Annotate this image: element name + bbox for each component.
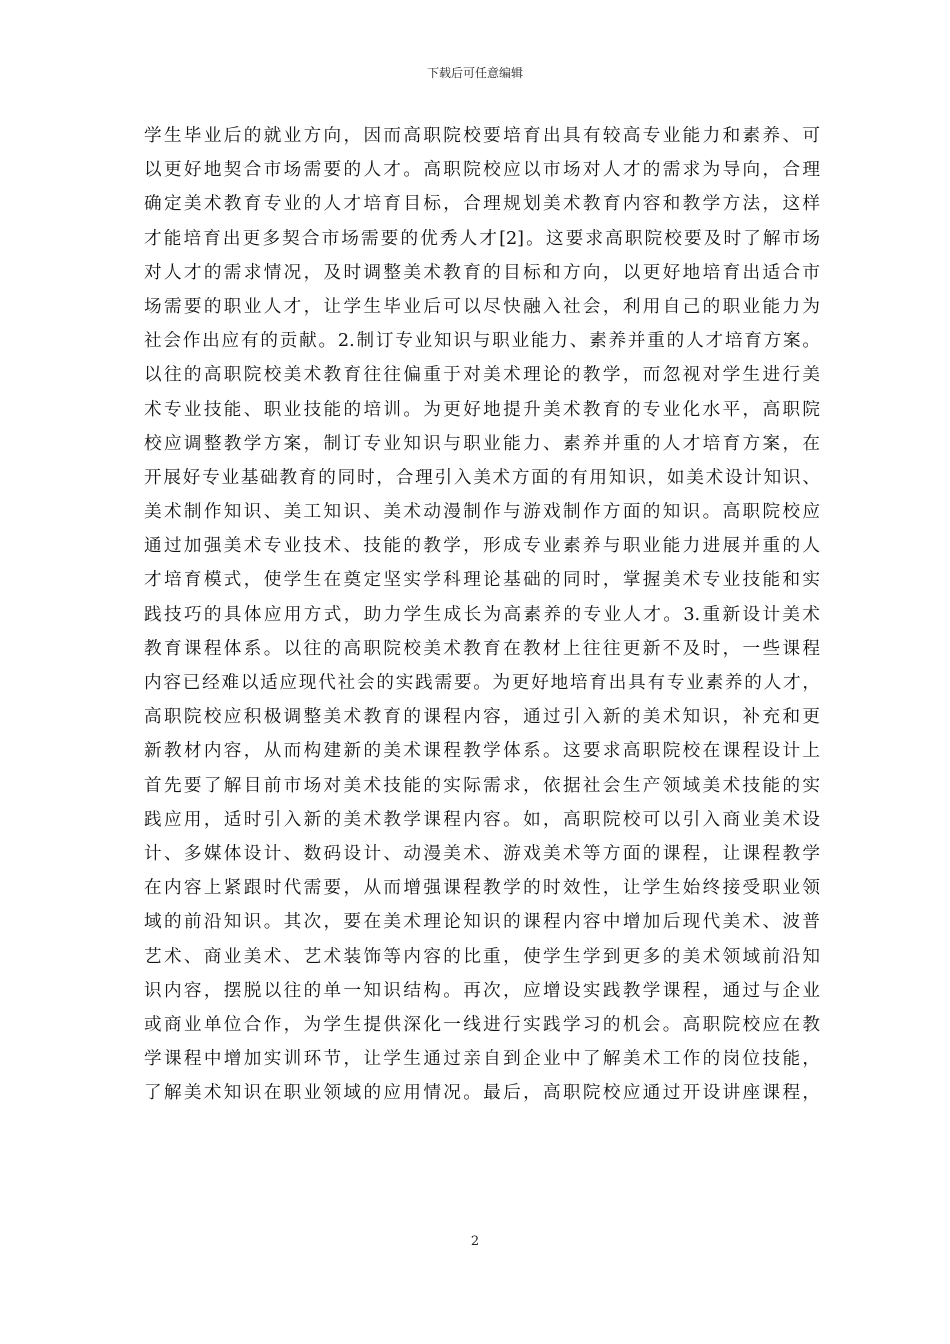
text-line: 才培育模式，使学生在奠定坚实学科理论基础的同时，掌握美术专业技能和实 [144, 570, 820, 591]
text-line: 以往的高职院校美术教育往往偏重于对美术理论的教学，而忽视对学生进行美 [144, 365, 820, 386]
text-line: 践技巧的具体应用方式，助力学生成长为高素养的专业人才。3.重新设计美术 [144, 604, 820, 625]
text-line: 学生毕业后的就业方向，因而高职院校要培育出具有较高专业能力和素养、可 [144, 126, 820, 146]
text-line: 或商业单位合作，为学生提供深化一线进行实践学习的机会。高职院校应在教 [144, 1014, 820, 1035]
text-line: 术专业技能、职业技能的培训。为更好地提升美术教育的专业化水平，高职院 [144, 399, 820, 420]
text-line: 以更好地契合市场需要的人才。高职院校应以市场对人才的需求为导向，合理 [144, 160, 820, 181]
text-line: 新教材内容，从而构建新的美术课程教学体系。这要求高职院校在课程设计上 [144, 741, 820, 762]
text-line: 首先要了解目前市场对美术技能的实际需求，依据社会生产领域美术技能的实 [144, 775, 820, 796]
text-line: 开展好专业基础教育的同时，合理引入美术方面的有用知识，如美术设计知识、 [144, 467, 820, 488]
text-line: 内容已经难以适应现代社会的实践需要。为更好地培育出具有专业素养的人才， [144, 673, 820, 693]
page-number: 2 [470, 1234, 480, 1249]
text-line: 艺术、商业美术、艺术装饰等内容的比重，使学生学到更多的美术领域前沿知 [144, 946, 820, 967]
text-line: 践应用，适时引入新的美术教学课程内容。如，高职院校可以引入商业美术设 [144, 809, 820, 830]
page-header: 下载后可任意编辑 [426, 66, 523, 80]
text-line: 社会作出应有的贡献。2.制订专业知识与职业能力、素养并重的人才培育方案。 [144, 331, 820, 352]
text-line: 了解美术知识在职业领域的应用情况。最后，高职院校应通过开设讲座课程， [144, 1083, 820, 1104]
text-line: 学课程中增加实训环节，让学生通过亲自到企业中了解美术工作的岗位技能， [144, 1049, 820, 1070]
text-line: 计、多媒体设计、数码设计、动漫美术、游戏美术等方面的课程，让课程教学 [144, 843, 820, 864]
text-line: 美术制作知识、美工知识、美术动漫制作与游戏制作方面的知识。高职院校应 [144, 502, 820, 523]
text-line: 在内容上紧跟时代需要，从而增强课程教学的时效性，让学生始终接受职业领 [144, 878, 820, 899]
text-line: 校应调整教学方案，制订专业知识与职业能力、素养并重的人才培育方案，在 [144, 433, 820, 454]
text-line: 才能培育出更多契合市场需要的优秀人才[2]。这要求高职院校要及时了解市场 [144, 228, 820, 249]
text-line: 域的前沿知识。其次，要在美术理论知识的课程内容中增加后现代美术、波普 [144, 912, 820, 933]
text-line: 确定美术教育专业的人才培育目标，合理规划美术教育内容和教学方法，这样 [144, 194, 820, 215]
text-line: 对人才的需求情况，及时调整美术教育的目标和方向，以更好地培育出适合市 [144, 262, 820, 283]
text-line: 通过加强美术专业技术、技能的教学，形成专业素养与职业能力进展并重的人 [144, 536, 820, 557]
text-line: 教育课程体系。以往的高职院校美术教育在教材上往往更新不及时，一些课程 [144, 638, 820, 659]
text-line: 识内容，摆脱以往的单一知识结构。再次，应增设实践教学课程，通过与企业 [144, 980, 820, 1001]
text-line: 场需要的职业人才，让学生毕业后可以尽快融入社会，利用自己的职业能力为 [144, 296, 820, 317]
body-text [144, 119, 820, 1110]
text-line: 高职院校应积极调整美术教育的课程内容，通过引入新的美术知识，补充和更 [144, 707, 820, 728]
